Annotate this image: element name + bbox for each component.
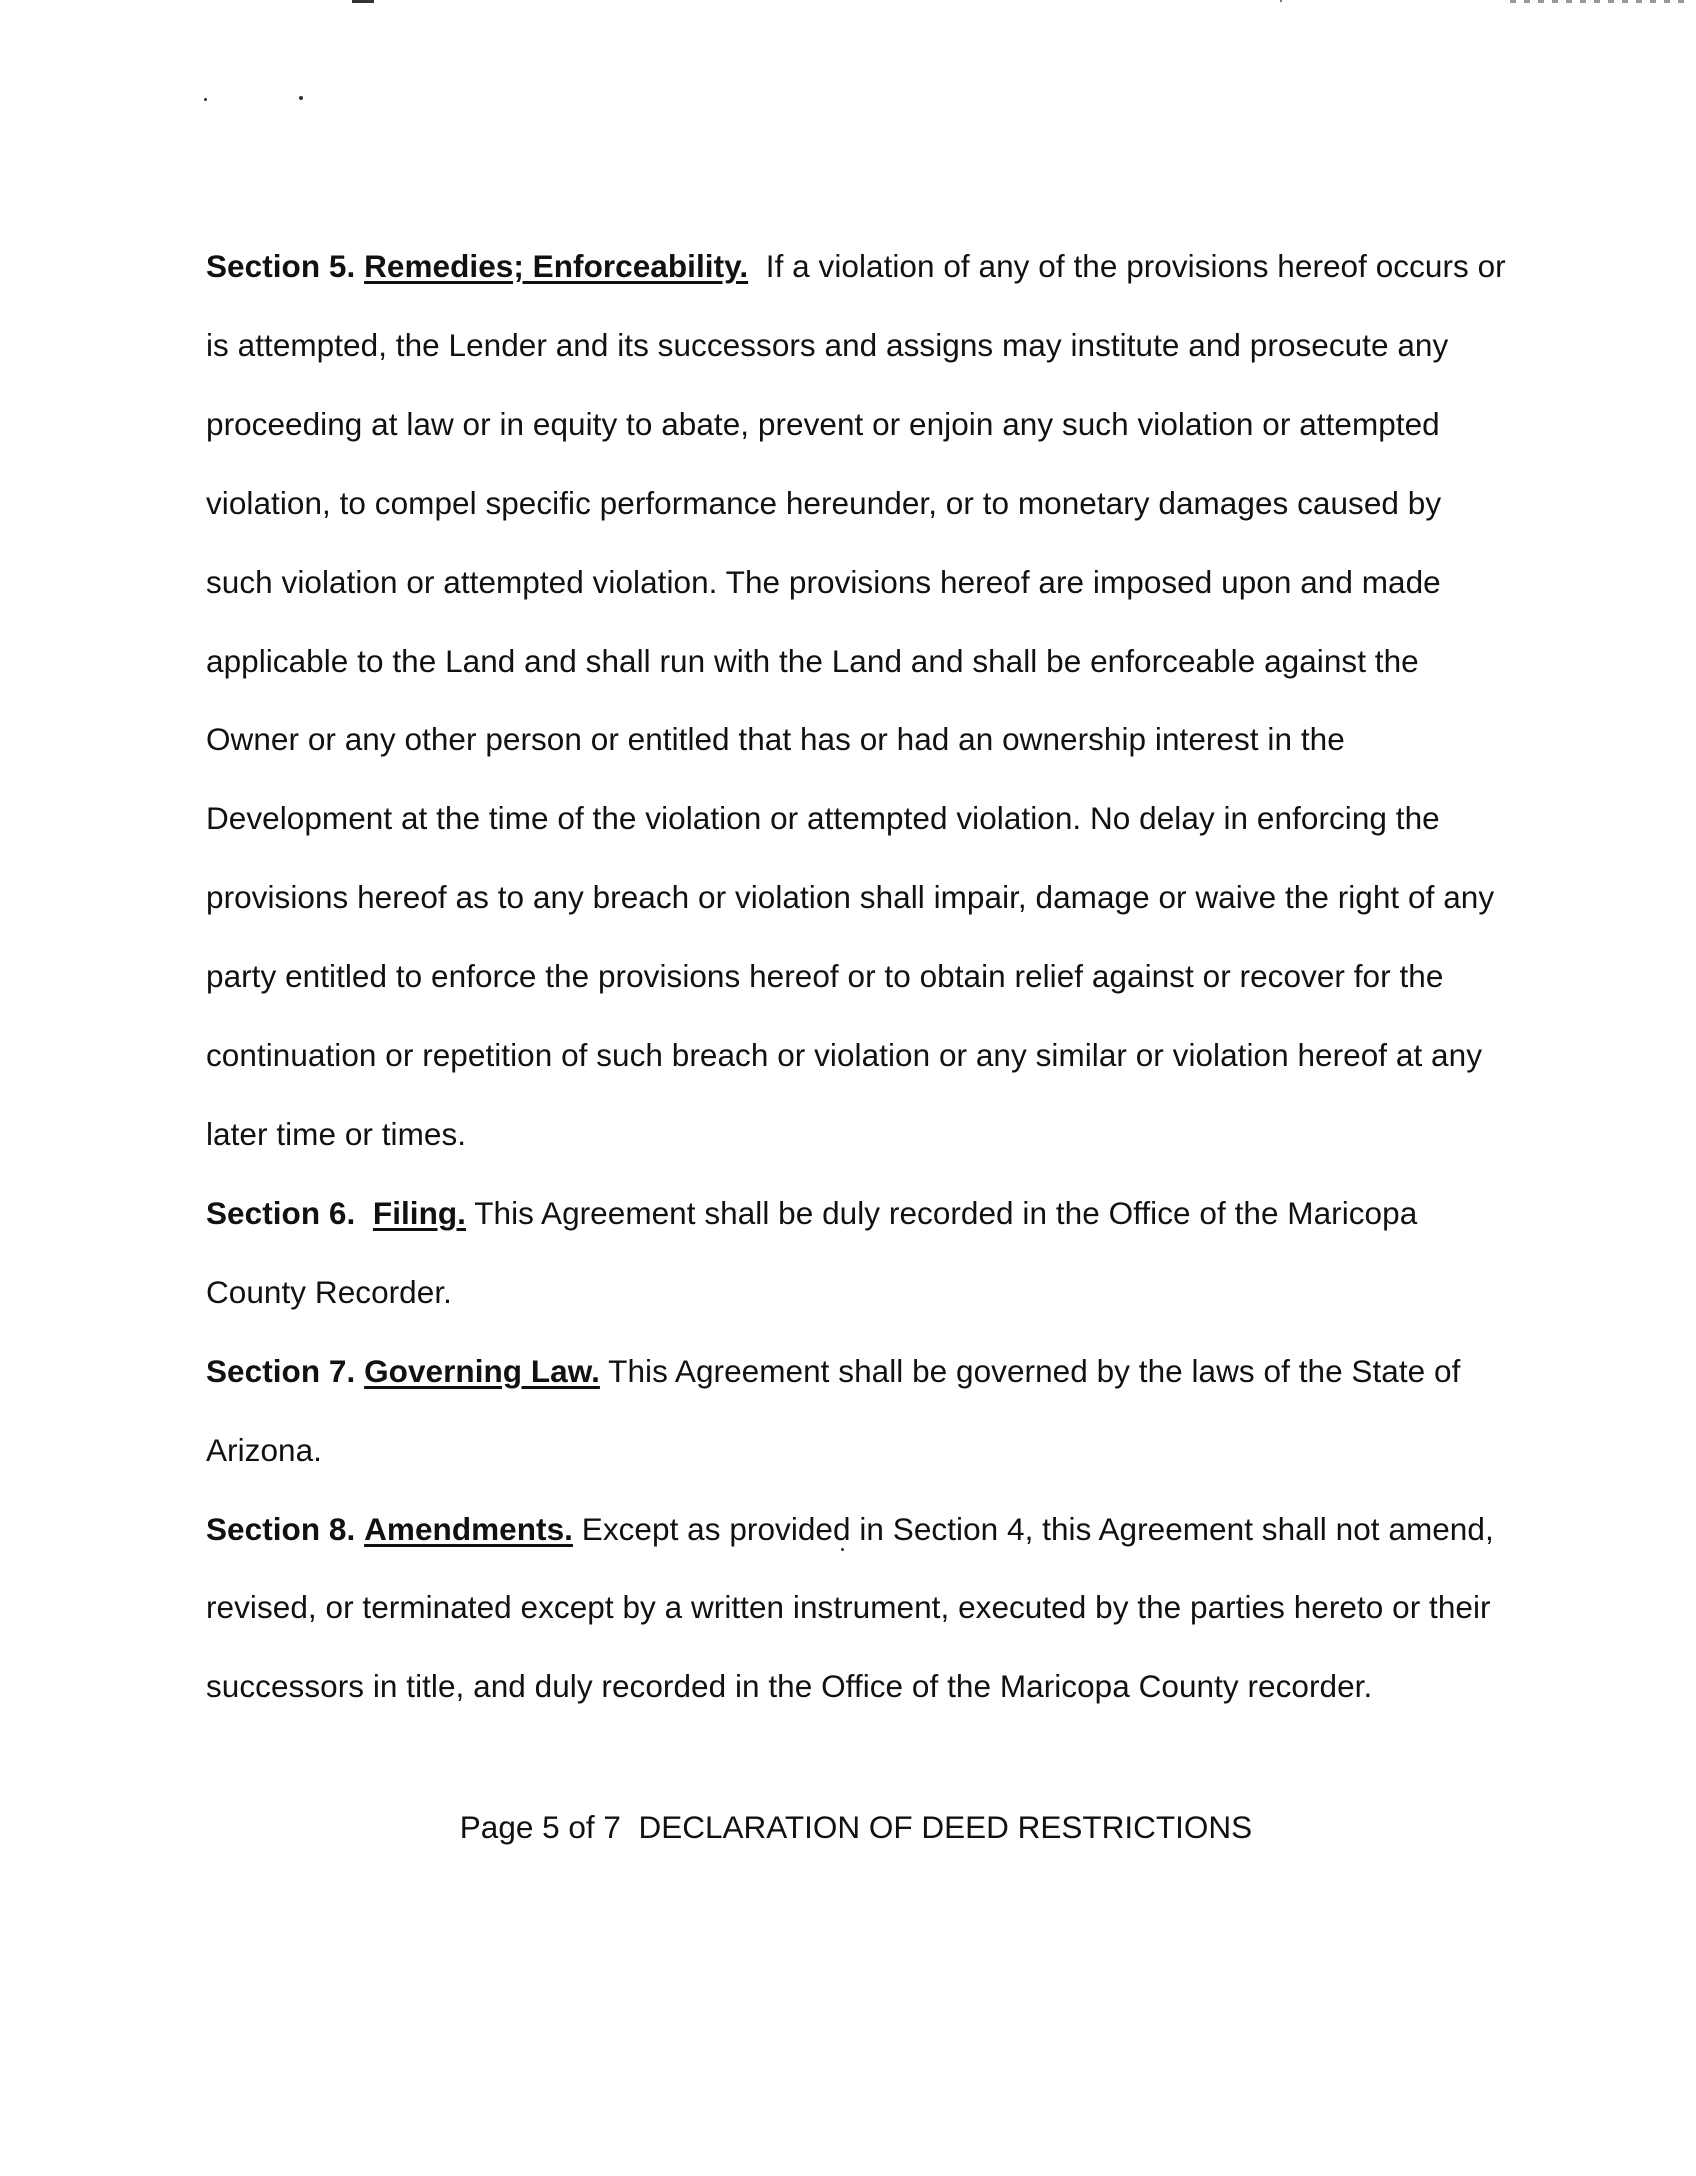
section-text: Except as provided in Section 4, this Agreement shall not amend, revised, or terminated except by a written instrument, executed by the parties hereto or their successors in title, and duly recorded in the Office of the Maricopa County recorder. bbox=[206, 1510, 1494, 1705]
section-text: This Agreement shall be duly recorded in the Office of the Maricopa County Recorder. bbox=[206, 1194, 1418, 1310]
page-number: Page 5 of 7 bbox=[459, 1809, 621, 1845]
section-label: Section 5. bbox=[206, 248, 356, 284]
document-title: DECLARATION OF DEED RESTRICTIONS bbox=[638, 1809, 1253, 1845]
section-text: If a violation of any of the provisions hereof occurs or is attempted, the Lender and its successors and assigns may institute and prosecute any proceeding at law or in equity to abate, prevent or enjoin any such violation or attempted violation, to compel specific performance hereunder, or to monetary damages caused by such violation or attempted violation. The provisions hereof are imposed upon and made applicable to the Land and shall run with the Land and shall be enforceable against the Owner or any other person or entitled that has or had an ownership interest in the Development at the time of the violation or attempted violation. No delay in enforcing the provisions hereof as to any breach or violation shall impair, damage or waive the right of any party entitled to enforce the provisions hereof or to obtain relief against or recover for the continuation or repetition of such breach or violation or any similar or violation hereof at any later time or times. bbox=[206, 248, 1506, 1152]
scan-artifact bbox=[1280, 0, 1282, 2]
section-title: Remedies; Enforceability. bbox=[364, 248, 749, 284]
section-label: Section 8. bbox=[206, 1510, 356, 1547]
section-label: Section 6. bbox=[206, 1194, 356, 1231]
scan-artifact bbox=[204, 98, 207, 101]
section-6 bbox=[206, 1174, 1506, 1332]
scan-artifact bbox=[352, 0, 374, 3]
document-body bbox=[206, 227, 1506, 1726]
scan-artifact bbox=[1510, 0, 1690, 3]
section-title: Amendments. bbox=[364, 1510, 573, 1547]
section-5 bbox=[206, 227, 1506, 1174]
section-text: This Agreement shall be governed by the laws of the State of Arizona. bbox=[206, 1352, 1461, 1468]
section-title: Governing Law. bbox=[364, 1352, 600, 1389]
section-8 bbox=[206, 1490, 1506, 1727]
section-label: Section 7. bbox=[206, 1352, 356, 1389]
section-7 bbox=[206, 1332, 1506, 1490]
page-footer bbox=[0, 1797, 1696, 1857]
scan-artifact bbox=[299, 96, 303, 100]
section-title: Filing. bbox=[372, 1194, 466, 1231]
